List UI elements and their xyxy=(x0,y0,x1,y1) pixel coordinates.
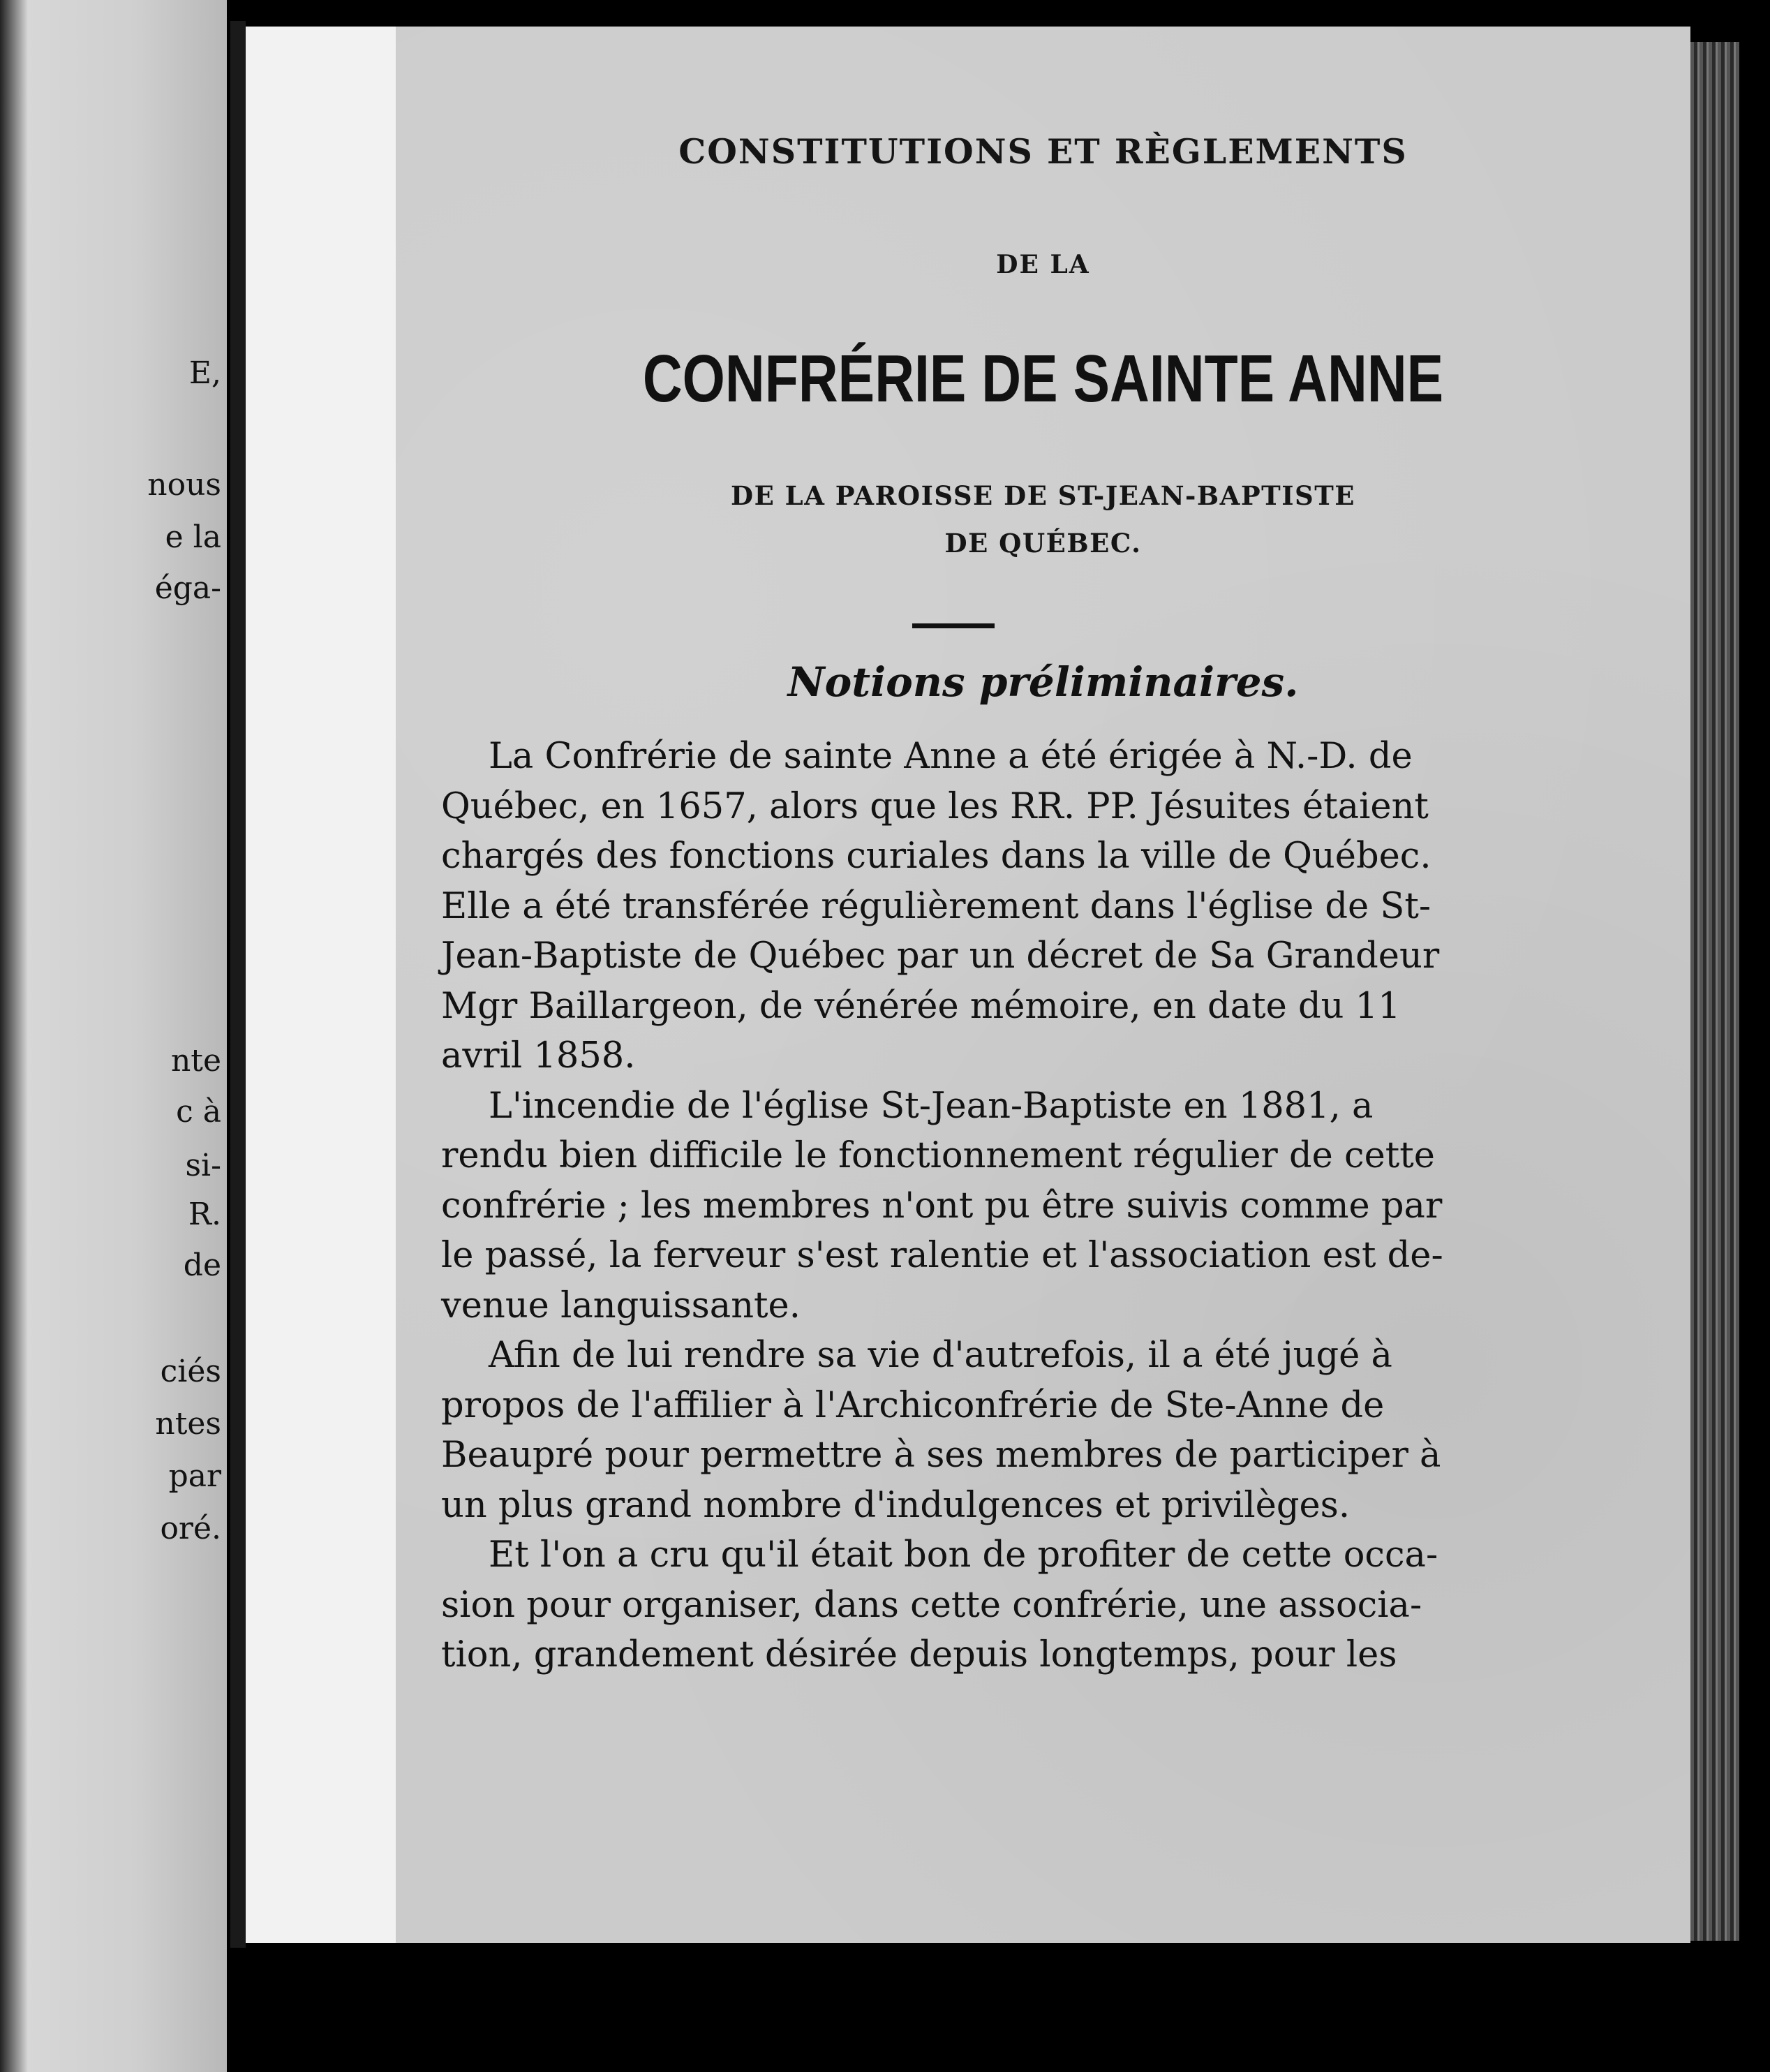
body-line: le passé, la ferveur s'est ralentie et l'association est de- xyxy=(441,1235,1443,1276)
body-line: sion pour organiser, dans cette confrérie, une associa- xyxy=(441,1584,1422,1626)
page-shadow xyxy=(0,0,28,2072)
body-line: chargés des fonctions curiales dans la ville de Québec. xyxy=(441,836,1431,877)
page-gutter xyxy=(246,27,396,1943)
body-line: rendu bien difficile le fonctionnement régulier de cette xyxy=(441,1135,1435,1176)
section-title: Notions préliminaires. xyxy=(787,658,1299,706)
main-page xyxy=(396,27,1690,1943)
fragment-text: c à xyxy=(176,1094,221,1130)
fragment-text: si- xyxy=(185,1148,221,1183)
fragment-text: nte xyxy=(170,1043,221,1079)
body-line: Beaupré pour permettre à ses membres de participer à xyxy=(441,1435,1441,1476)
page-stack-edge xyxy=(1690,42,1739,1941)
fragment-text: éga- xyxy=(154,570,221,606)
fragment-text: nous xyxy=(147,467,221,503)
body-line: La Confrérie de sainte Anne a été érigée à N.-D. de xyxy=(489,736,1413,777)
body-text xyxy=(441,732,1526,1680)
body-line: un plus grand nombre d'indulgences et privilèges. xyxy=(441,1484,1351,1526)
body-line: propos de l'affilier à l'Archiconfrérie de Ste-Anne de xyxy=(441,1384,1385,1426)
body-line: L'incendie de l'église St-Jean-Baptiste en 1881, a xyxy=(489,1085,1374,1127)
previous-page-fragment xyxy=(0,0,227,2072)
fragment-text: e la xyxy=(165,519,221,555)
body-line: avril 1858. xyxy=(441,1035,636,1076)
fragment-text: de xyxy=(183,1248,221,1283)
document-subtitle-line1: DE LA PAROISSE DE ST-JEAN-BAPTISTE xyxy=(731,480,1355,511)
document-title-main: CONFRÉRIE DE SAINTE ANNE xyxy=(642,341,1444,416)
fragment-text: ntes xyxy=(155,1406,221,1442)
body-line: Jean-Baptiste de Québec par un décret de Sa Grandeur xyxy=(441,935,1440,977)
title-divider xyxy=(912,623,995,628)
body-line: Et l'on a cru qu'il était bon de profiter de cette occa- xyxy=(489,1534,1438,1576)
body-line: Afin de lui rendre sa vie d'autrefois, il a été jugé à xyxy=(489,1335,1392,1376)
body-line: Mgr Baillargeon, de vénérée mémoire, en date du 11 xyxy=(441,985,1401,1027)
body-line: Elle a été transférée régulièrement dans l'église de St- xyxy=(441,885,1431,927)
fragment-text: E, xyxy=(188,355,221,391)
fragment-text: oré. xyxy=(160,1511,221,1546)
fragment-text: R. xyxy=(188,1197,221,1232)
body-line: confrérie ; les membres n'ont pu être suivis comme par xyxy=(441,1185,1443,1227)
fragment-text: ciés xyxy=(160,1354,221,1389)
document-title-line1: CONSTITUTIONS ET RÈGLEMENTS xyxy=(678,131,1408,172)
body-line: Québec, en 1657, alors que les RR. PP. Jésuites étaient xyxy=(441,785,1429,827)
body-line: tion, grandement désirée depuis longtemps, pour les xyxy=(441,1634,1397,1675)
book-spine xyxy=(230,21,246,1948)
body-line: venue languissante. xyxy=(441,1285,801,1326)
document-subtitle-line2: DE QUÉBEC. xyxy=(944,528,1142,558)
document-title-line2: DE LA xyxy=(996,250,1090,279)
fragment-text: par xyxy=(168,1458,221,1494)
